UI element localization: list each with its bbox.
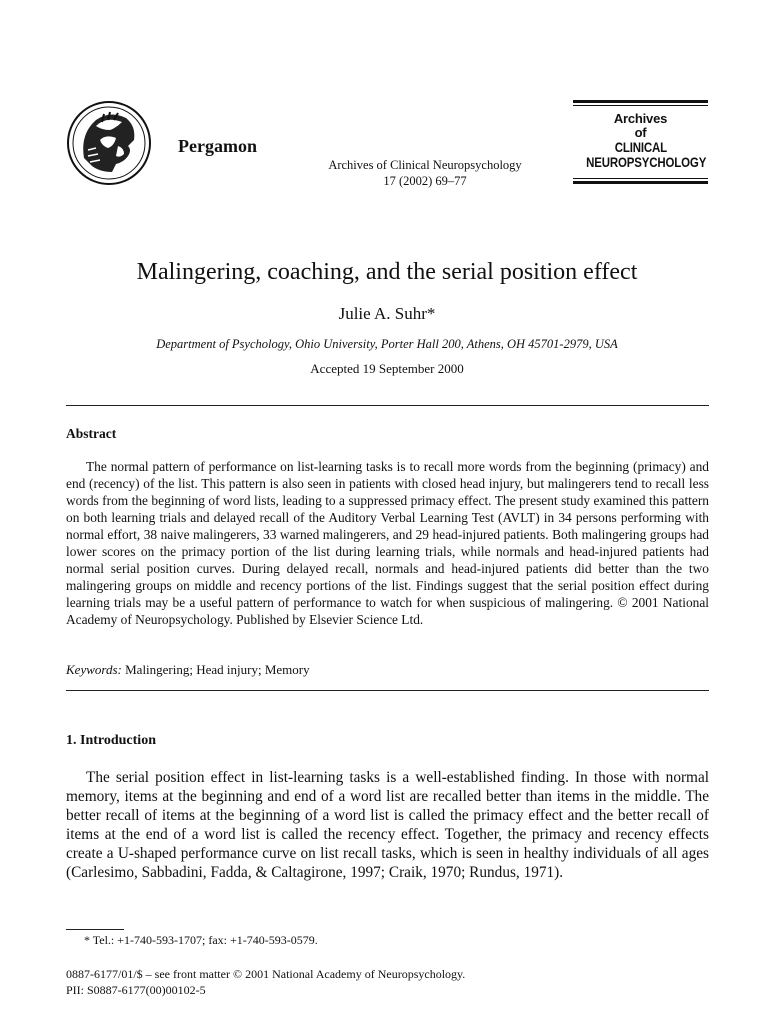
divider [66,690,709,691]
masthead-line: Archives [613,111,668,126]
abstract-text: The normal pattern of performance on list-learning tasks is to recall more words from the beginning (primacy) and end (recency) of the list. This pattern is also seen in patients with closed head injury, but malingerers tend to recall less words from the beginning of word lists, leading to a suppressed primacy effect. The present study examined this pattern on both learning trials and delayed recall of the Auditory Verbal Learning Test (AVLT) in 34 persons performing with normal effort, 38 naive malingerers, 33 warned malingerers, and 29 head-injured patients. Both malingering groups had lower scores on the primacy portion of the list during learning trials, while normals and head-injured patients had normal serial position curves. During delayed recall, normals and head-injured patients did better than the two malingering groups on middle and recency portions of the list. Findings suggest that the serial position effect during learning trials may be a useful pattern of performance to watch for when suspicious of malingering. © 2001 National Academy of Neuropsychology. Published by Elsevier Science Ltd. [66,459,709,627]
divider [66,405,709,406]
pii-line: PII: S0887-6177(00)00102-5 [66,983,206,997]
author-footnote: * Tel.: +1-740-593-1707; fax: +1-740-593-0579. [84,933,318,947]
accepted-date: Accepted 19 September 2000 [310,361,464,376]
masthead-rule [573,178,708,179]
masthead-line: CLINICAL [614,139,667,155]
masthead-rule [573,181,708,184]
masthead-line: of [634,125,647,140]
journal-masthead [573,100,708,184]
keywords-label: Keywords: [66,662,122,677]
journal-volume: 17 (2002) 69–77 [383,174,467,188]
keywords-list: Malingering; Head injury; Memory [125,662,310,677]
abstract-heading: Abstract [66,426,117,441]
masthead-rule [573,100,708,103]
front-matter-line: 0887-6177/01/$ – see front matter © 2001 National Academy of Neuropsychology. [66,967,466,981]
section-heading: 1. Introduction [66,733,156,748]
footnote-rule [66,929,124,930]
article-author: Julie A. Suhr* [338,304,436,323]
introduction-text: The serial position effect in list-learning tasks is a well-established finding. In those with normal memory, items at the beginning and end of a word list are recalled better than items in the middle. The better recall of items at the beginning of a word list is called the primacy effect and the better recall of items at the end of a word list is called the recency effect. Together, the primacy and recency effects create a U-shaped performance curve on list recall tasks, which is seen in healthy individuals of all ages (Carlesimo, Sabbadini, Fadda, & Caltagirone, 1997; Craik, 1970; Rundus, 1971). [66,769,709,881]
article-title: Malingering, coaching, and the serial position effect [136,259,638,285]
author-affiliation: Department of Psychology, Ohio University, Porter Hall 200, Athens, OH 45701-2979, USA [156,337,618,351]
publisher-name: Pergamon [178,136,257,156]
masthead-text [573,106,708,176]
journal-name: Archives of Clinical Neuropsychology [328,158,522,172]
elsevier-tree-icon [66,100,152,186]
keywords [66,662,310,678]
front-matter [66,966,465,998]
masthead-line: NEUROPSYCHOLOGY [586,154,707,170]
journal-citation [300,157,550,189]
